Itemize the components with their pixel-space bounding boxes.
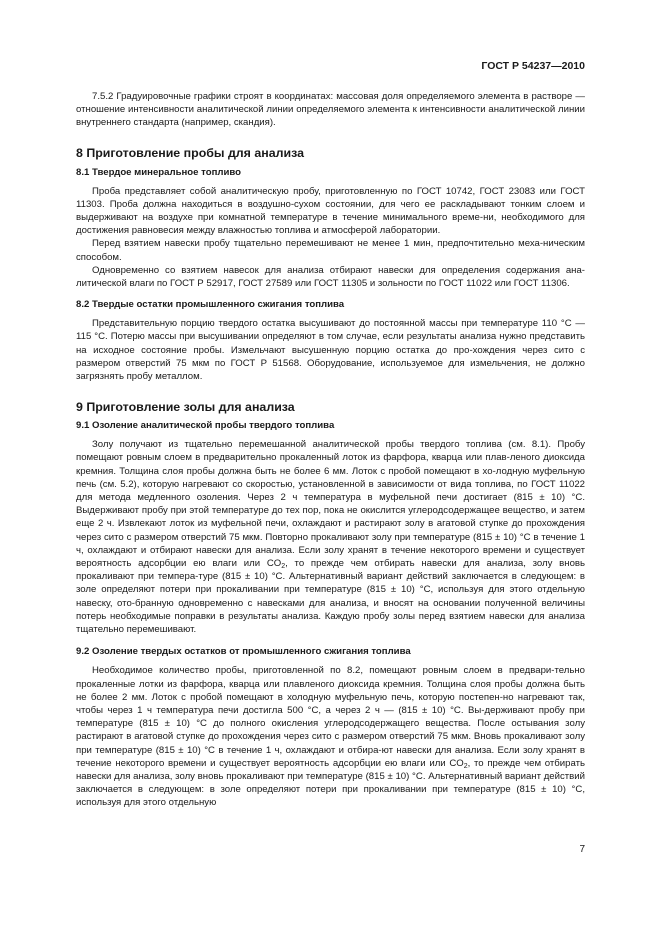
paragraph-9-2-1-part-b: , то прежде чем отбирать навески для анализа, золу вновь прокаливают при температуре (815 ± 10) °С. Альтернативный вариант действий заключается в следующем: в золе определяют потери при прокаливании при температуре (815 ± 10) °С, используя для этого отдельную [76, 757, 586, 809]
paragraph-9-2-1 [76, 664, 585, 809]
paragraph-7-5-2: 7.5.2 Градуировочные графики строят в координатах: массовая доля определяемого элемента в растворе — отношение интенсивности аналитической линии определяемого элемента к интенсивности аналитической линии внутреннего стандарта (например, скандия). [76, 91, 585, 129]
page-content [76, 90, 585, 810]
paragraph-8-2-1: Представительную порцию твердого остатка высушивают до постоянной массы при температуре 110 °С — 115 °С. Потерю массы при высушивании определяют в том случае, если результаты анализа нужно представить на исходное состояние пробы. Измельчают высушенную порцию остатка до про-хождения через сито с размером отверстий 75 мкм по ГОСТ Р 51568. Оборудование, используемое для измельчения, не должно загрязнять пробу металлом. [76, 318, 585, 383]
subscript-co2-9-2: 2 [463, 762, 468, 770]
paragraph-8-1-2: Перед взятием навески пробу тщательно перемешивают не менее 1 мин, предпочтительно меха-ническим способом. [76, 238, 585, 263]
paragraph-9-2-1-part-a: Необходимое количество пробы, приготовленной по 8.2, помещают ровным слоем в предвари-тельно прокаленные лотки из фарфора, кварца или плавленого диоксида кремния. Толщина слоя пробы должна быть не более 2 мм. Лоток с пробой помещают в холодную муфельную печь, которую постепен-но нагревают так, чтобы через 1 ч температура печи достигла 500 °С, а через 2 ч — (815 ± 10) °С. Вы-держивают пробу при температуре (815 ± 10) °С до полного окисления углеродсодержащего вещества. После остывания золу растирают в агатовой ступке до прохождения через сито с размером отверстий 75 мкм. Вновь прокаливают золу при температуре (815 ± 10) °С в течение 1 ч, охлаждают и отбира-ют навески для анализа. Если золу хранят в течение некоторого времени и существует вероятность адсорбции ею влаги или CO [76, 665, 585, 769]
document-code: ГОСТ Р 54237—2010 [481, 60, 585, 72]
page-number: 7 [579, 844, 585, 855]
section-8-title: 8 Приготовление пробы для анализа [76, 145, 304, 160]
paragraph-8-1-3: Одновременно со взятием навесок для анализа отбирают навески для определения содержания ана-литической влаги по ГОСТ Р 52917, ГОСТ 27589 или ГОСТ 11305 и зольности по ГОСТ 11022 или ГОСТ 11306. [76, 264, 585, 290]
subsection-8-2-title: 8.2 Твердые остатки промышленного сжигания топлива [76, 299, 345, 311]
paragraph-9-1-1 [76, 438, 585, 636]
subsection-8-1-title: 8.1 Твердое минеральное топливо [76, 166, 241, 178]
subsection-9-1-title: 9.1 Озоление аналитической пробы твердого топлива [76, 420, 335, 432]
paragraph-8-1-1: Проба представляет собой аналитическую пробу, приготовленную по ГОСТ 10742, ГОСТ 23083 или ГОСТ 11303. Проба должна находиться в воздушно-сухом состоянии, для чего ее раскладывают тонким слоем и выдерживают на воздухе при комнатной температуре в течение минимального време-ни, необходимого для достижения равновесия между влажностью топлива и атмосферой лаборатории. [76, 185, 585, 237]
paragraph-9-1-1-part-a: Золу получают из тщательно перемешанной аналитической пробы твердого топлива (см. 8.1). Пробу помещают ровным слоем в предварительно прокаленный лоток из фарфора, кварца или плав-леного диоксида кремния. Толщина слоя пробы должна быть не более 6 мм. Лоток с пробой помещают в хо-лодную муфельную печь (см. 5.2), которую нагревают со скоростью, установленной в зависимости от вида топлива, по ГОСТ 11022 для метода медленного озоления. Через 2 ч температура в муфельной печи достигает (815 ± 10) °С. Выдерживают пробу при этой температуре до тех пор, пока не окислится углеродсодержащее вещество, и затем еще 2 ч. Извлекают лоток из муфельной печи, охлаждают и растирают золу в агатовой ступке до прохождения через сито с размером отверстий 75 мкм. Повторно прокаливают золу при температуре (815 ± 10) °С в течение 1 ч, охлаждают и отбирают навески для анализа. Если золу хранят в течение некоторого времени и существует вероятность адсорбции ею влаги или CO [76, 439, 585, 570]
subsection-9-2-title: 9.2 Озоление твердых остатков от промышленного сжигания топлива [76, 646, 411, 658]
paragraph-9-1-1-part-b: , то прежде чем отбирать навески для анализа, золу вновь прокаливают при темпера-туре (815 ± 10) °С. Альтернативный вариант действий заключается в следующем: в золе определяют потери при прокаливании при температуре (815 ± 10) °С, используя для этого отдельную навеску, ото-бранную одновременно с навесками для анализа, и вносят на основании полученной величины потерь необходимые поправки в результаты анализа. Каждую пробу золы перед взятием навески для анализа тщательно перемешивают. [76, 558, 585, 636]
subscript-co2-9-1: 2 [281, 563, 286, 571]
section-9-title: 9 Приготовление золы для анализа [76, 400, 295, 415]
